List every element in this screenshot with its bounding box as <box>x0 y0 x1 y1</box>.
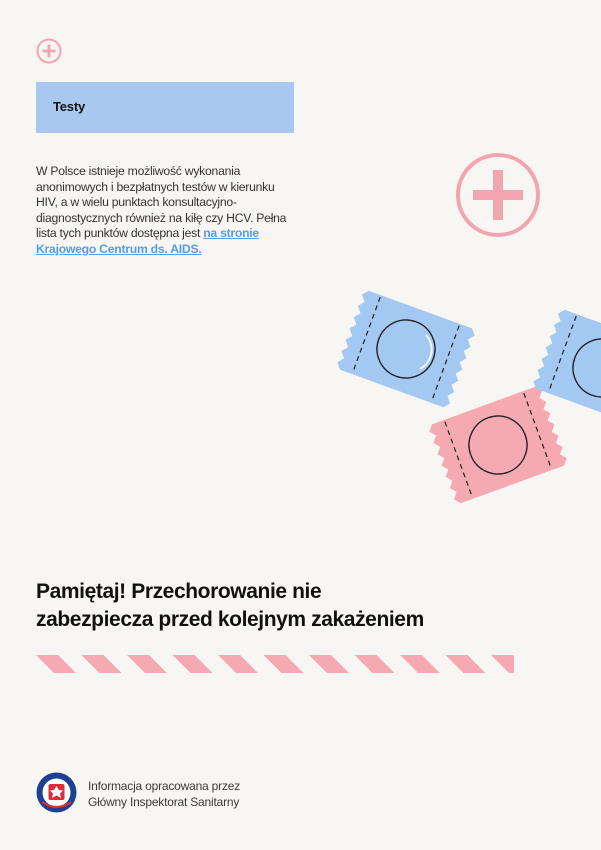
section-header-bar <box>36 82 294 133</box>
footer-credit <box>88 778 240 810</box>
paragraph-text: W Polsce istnieje możliwość wykonania anonimowych i bezpłatnych testów w kierunku HIV, a w wielu punktach konsultacyjno-diagnostycznych również na kiłę czy HCV. Pełna lista tych punktów dostępna jest <box>36 164 287 241</box>
plus-circle-icon-large <box>455 152 541 238</box>
gis-logo <box>36 772 77 813</box>
condom-packet-blue <box>335 289 476 409</box>
info-paragraph <box>36 164 298 258</box>
kcaids-link[interactable]: na stronie Krajowego Centrum ds. AIDS. <box>36 226 259 256</box>
condom-packets-illustration <box>330 280 601 520</box>
footer-line-2: Główny Inspektorat Sanitarny <box>88 795 240 809</box>
footer-line-1: Informacja opracowana przez <box>88 779 241 793</box>
headline-line-1: Pamiętaj! Przechorowanie nie <box>36 580 322 603</box>
striped-divider <box>36 655 514 673</box>
plus-circle-icon-small <box>36 38 62 64</box>
section-title: Testy <box>53 99 85 114</box>
headline-line-2: zabezpiecza przed kolejnym zakażeniem <box>36 608 424 631</box>
warning-headline <box>36 578 556 634</box>
